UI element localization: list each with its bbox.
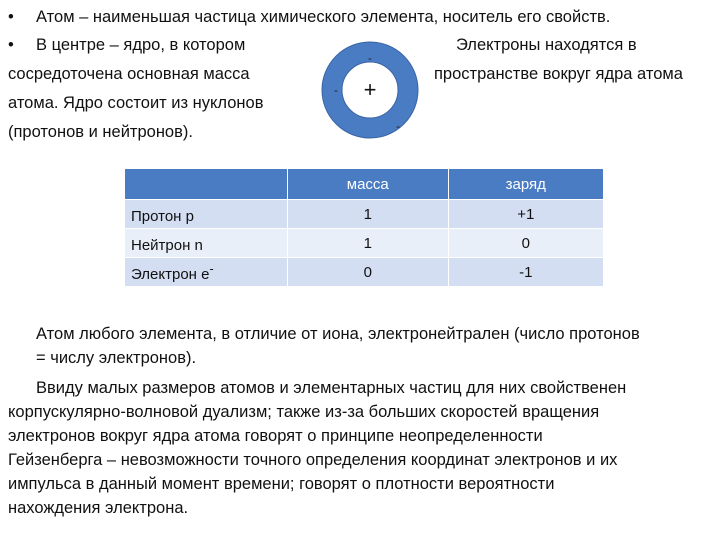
electrons-text-line-2: пространстве вокруг ядра атома	[434, 65, 683, 83]
paragraph-2-line-2: корпускулярно-волновой дуализм; также из-за больших скоростей вращения	[8, 403, 600, 421]
bullet-1: •	[8, 8, 14, 26]
particle-name: Протон p	[125, 200, 288, 229]
atom-diagram	[320, 40, 420, 140]
paragraph-2-line-4: Гейзенберга – невозможности точного определения координат электронов и их	[8, 451, 618, 469]
paragraph-2-line-1: Ввиду малых размеров атомов и элементарных частиц для них свойственен	[36, 379, 627, 397]
nucleus-text-line-4: (протонов и нейтронов).	[8, 123, 193, 141]
electron-sign-left: -	[334, 83, 338, 97]
table-header-charge: заряд	[448, 169, 604, 200]
nucleus-text-line-2: сосредоточена основная масса	[8, 65, 250, 83]
paragraph-1-line-2: = числу электронов).	[36, 349, 197, 367]
particle-charge: +1	[448, 200, 604, 229]
nucleus-plus-sign: +	[363, 77, 377, 102]
particle-mass: 1	[288, 229, 449, 258]
table-row	[125, 258, 604, 287]
table-row	[125, 229, 604, 258]
electron-sign-bottom: -	[396, 119, 400, 133]
particle-charge: -1	[448, 258, 604, 287]
paragraph-1-line-1: Атом любого элемента, в отличие от иона, электронейтрален (число протонов	[36, 325, 640, 343]
particle-name: Нейтрон n	[125, 229, 288, 258]
table-header-mass: масса	[288, 169, 449, 200]
paragraph-2-line-3: электронов вокруг ядра атома говорят о принципе неопределенности	[8, 427, 543, 445]
intro-line-1: Атом – наименьшая частица химического элемента, носитель его свойств.	[36, 8, 611, 26]
particle-name: Электрон e-	[125, 258, 288, 287]
nucleus-text-line-1: В центре – ядро, в котором	[36, 36, 246, 54]
paragraph-2-line-5: импульса в данный момент времени; говорят о плотности вероятности	[8, 475, 555, 493]
particles-table	[124, 168, 604, 287]
particle-mass: 1	[288, 200, 449, 229]
electrons-text-line-1: Электроны находятся в	[456, 36, 637, 54]
particle-mass: 0	[288, 258, 449, 287]
paragraph-2-line-6: нахождения электрона.	[8, 499, 189, 517]
table-header-row	[125, 169, 604, 200]
table-row	[125, 200, 604, 229]
table-header-empty	[125, 169, 288, 200]
particle-charge: 0	[448, 229, 604, 258]
electron-sign-top: -	[368, 51, 372, 65]
nucleus-text-line-3: атома. Ядро состоит из нуклонов	[8, 94, 264, 112]
bullet-2: •	[8, 36, 14, 54]
